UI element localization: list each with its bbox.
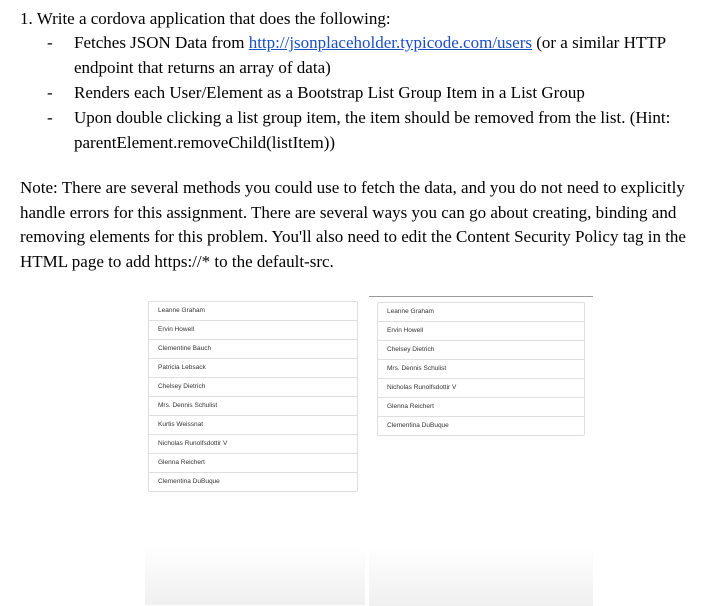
- list-group-item[interactable]: Clementina DuBuque: [148, 473, 358, 492]
- list-group-item[interactable]: Patricia Lebsack: [148, 359, 358, 378]
- list-group-before: [148, 301, 358, 492]
- list-group-item[interactable]: Kurtis Weissnat: [148, 416, 358, 435]
- list-group-item[interactable]: Clementine Bauch: [148, 340, 358, 359]
- list-group-item[interactable]: Mrs. Dennis Schulist: [148, 397, 358, 416]
- list-group-item[interactable]: Ervin Howell: [148, 321, 358, 340]
- list-group-item[interactable]: Clementina DuBuque: [377, 417, 585, 436]
- bullet-dash: -: [47, 83, 53, 102]
- requirement-render: [40, 80, 720, 105]
- screenshot-after: [369, 296, 593, 606]
- list-group-item[interactable]: Chelsey Dietrich: [377, 341, 585, 360]
- requirement-render-text: Renders each User/Element as a Bootstrap List Group Item in a List Group: [74, 83, 585, 102]
- bullet-dash: -: [47, 33, 53, 52]
- list-group-item[interactable]: Leanne Graham: [148, 301, 358, 321]
- question-intro: Write a cordova application that does the following:: [36, 9, 391, 28]
- requirement-fetch-suffix: (or a similar HTTP endpoint that returns an array of data): [74, 33, 666, 77]
- screenshot-before: [145, 296, 365, 605]
- note-paragraph: Note: There are several methods you could use to fetch the data, and you do not need to explicitly handle errors for this assignment. There are several ways you can go about creating, binding and removing elements for this problem. You'll also need to edit the Content Security Policy tag in the HTML page to add https://* to the default-src.: [20, 178, 686, 271]
- list-group-item[interactable]: Ervin Howell: [377, 322, 585, 341]
- list-group-item[interactable]: Leanne Graham: [377, 302, 585, 322]
- list-group-item[interactable]: Glenna Reichert: [377, 398, 585, 417]
- list-group-after: [377, 302, 585, 436]
- list-group-item[interactable]: Mrs. Dennis Schulist: [377, 360, 585, 379]
- requirement-remove-text: Upon double clicking a list group item, the item should be removed from the list. (Hint: parentElement.removeChild(listItem)): [74, 108, 671, 152]
- question-number: 1.: [20, 9, 33, 28]
- list-group-item[interactable]: Chelsey Dietrich: [148, 378, 358, 397]
- list-group-item[interactable]: Glenna Reichert: [148, 454, 358, 473]
- requirement-fetch: [40, 30, 720, 80]
- question-heading: [20, 8, 391, 30]
- list-group-item[interactable]: Nicholas Runolfsdottir V: [377, 379, 585, 398]
- requirement-fetch-prefix: Fetches JSON Data from: [74, 33, 249, 52]
- requirements-list: [40, 30, 720, 155]
- bullet-dash: -: [47, 108, 53, 127]
- jsonplaceholder-link[interactable]: http://jsonplaceholder.typicode.com/users: [248, 33, 532, 52]
- requirement-remove: [40, 105, 720, 155]
- list-group-item[interactable]: Nicholas Runolfsdottir V: [148, 435, 358, 454]
